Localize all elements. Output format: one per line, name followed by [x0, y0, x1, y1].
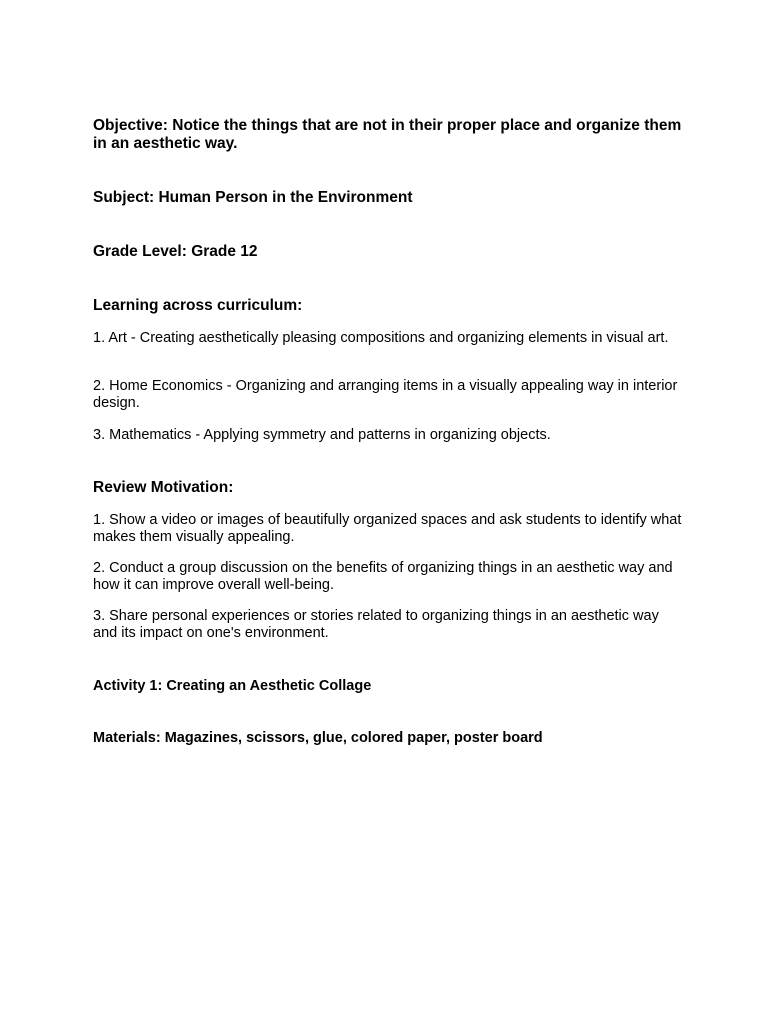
document-page	[93, 0, 683, 1024]
review-item-video: 1. Show a video or images of beautifully organized spaces and ask students to identify what makes them visually appealing.	[93, 512, 682, 545]
review-item-experiences: 3. Share personal experiences or stories related to organizing things in an aesthetic way and its impact on one's environment.	[93, 608, 659, 641]
learning-item-mathematics: 3. Mathematics - Applying symmetry and patterns in organizing objects.	[93, 427, 551, 443]
learning-item-art: 1. Art - Creating aesthetically pleasing compositions and organizing elements in visual art.	[93, 330, 669, 346]
review-item-discussion: 2. Conduct a group discussion on the benefits of organizing things in an aesthetic way and how it can improve overall well-being.	[93, 560, 673, 593]
objective-heading: Objective: Notice the things that are not in their proper place and organize them in an aesthetic way.	[93, 117, 682, 152]
learning-across-curriculum-heading: Learning across curriculum:	[93, 297, 303, 314]
review-motivation-heading: Review Motivation:	[93, 479, 234, 496]
grade-level-heading: Grade Level: Grade 12	[93, 243, 258, 260]
activity-heading: Activity 1: Creating an Aesthetic Collage	[93, 678, 372, 694]
materials-line: Materials: Magazines, scissors, glue, colored paper, poster board	[93, 730, 543, 746]
learning-item-home-economics: 2. Home Economics - Organizing and arranging items in a visually appealing way in interior design.	[93, 378, 678, 411]
subject-heading: Subject: Human Person in the Environment	[93, 189, 413, 206]
